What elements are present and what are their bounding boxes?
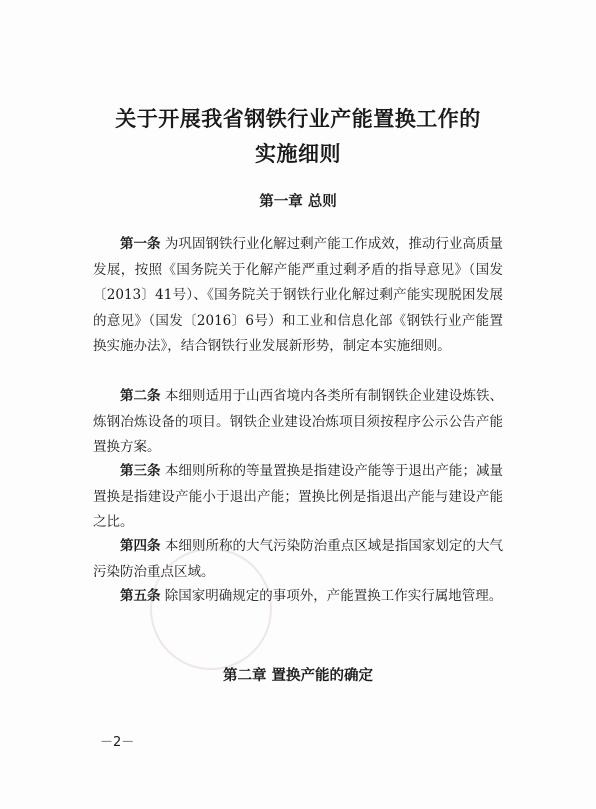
- article-5: [93, 584, 503, 610]
- document-title-line-2: 实施细则: [255, 141, 341, 166]
- article-3-text: 本细则所称的等量置换是指建设产能等于退出产能；减量置换是指建设产能小于退出产能；置换比例是指退出产能与建设产能之比。: [93, 463, 503, 530]
- page-number: －2－: [100, 735, 135, 750]
- article-1: [93, 232, 503, 360]
- article-2: [93, 384, 503, 461]
- article-1-text: 为巩固钢铁行业化解过剩产能工作成效，推动行业高质量发展，按照《国务院关于化解产能严重过剩矛盾的指导意见》（国发〔2013〕41号）、《国务院关于钢铁行业化解过剩产能实现脱困发展的意见》（国发〔2016〕6号）和工业和信息化部《钢铁行业产能置换实施办法》，结合钢铁行业发展新形势，制定本实施细则。: [93, 236, 503, 354]
- article-2-text: 本细则适用于山西省境内各类所有制钢铁企业建设炼铁、炼钢冶炼设备的项目。钢铁企业建设冶炼项目须按程序公示公告产能置换方案。: [93, 388, 503, 455]
- article-4-text: 本细则所称的大气污染防治重点区域是指国家划定的大气污染防治重点区域。: [93, 538, 503, 580]
- article-2-label: 第二条: [120, 388, 161, 404]
- document-title-line-1: 关于开展我省钢铁行业产能置换工作的: [115, 106, 481, 131]
- article-3: [93, 459, 503, 536]
- article-4-label: 第四条: [120, 538, 161, 554]
- article-4: [93, 534, 503, 585]
- article-5-label: 第五条: [120, 588, 161, 604]
- article-1-label: 第一条: [120, 236, 161, 252]
- article-5-text: 除国家明确规定的事项外，产能置换工作实行属地管理。: [160, 588, 503, 604]
- article-3-label: 第三条: [120, 463, 161, 479]
- chapter-heading-2: 第二章 置换产能的确定: [222, 668, 374, 684]
- chapter-heading-1: 第一章 总则: [259, 194, 337, 210]
